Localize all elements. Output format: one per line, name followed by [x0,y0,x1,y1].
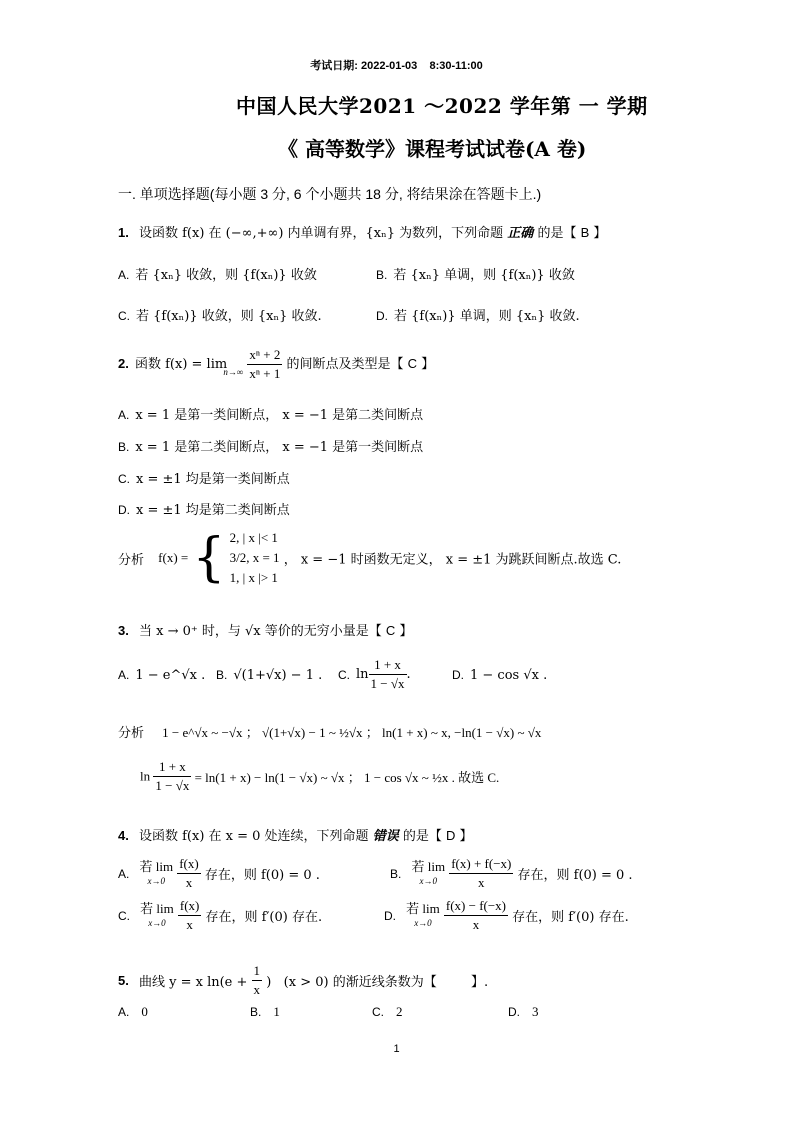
fraction-numerator: 1 + x [369,656,407,675]
option-label: B. [216,668,228,682]
fraction [178,897,202,934]
analysis-text: ln [140,768,151,784]
analysis-label: 分析 [118,726,145,741]
analysis-text: 1 − e^√x ~ −√x ； √(1+√x) − 1 ~ ½√x ； ln(1 + x) ~ x, −ln(1 − √x) ~ √x [162,725,542,740]
option-label: C. [338,667,350,682]
exam-title-line2: 《 高等数学》课程考试试卷(A 卷) [278,137,587,161]
question-1 [118,222,606,241]
option-5d [508,1004,539,1020]
fraction-numerator: f(x) [177,855,201,874]
limit-sub: x→0 [419,875,438,886]
option-text: x = 1 是第一类间断点， x = −1 是第二类间断点 [135,408,424,423]
option-3c [338,656,411,693]
option-2a [118,404,423,423]
option-4d [384,897,629,934]
brace-icon: { [192,528,226,588]
fraction-denominator: 1 − √x [370,676,405,691]
question-stem: 函数 f(x) = lim [134,357,228,372]
fraction [153,758,191,795]
option-text: 若 {f(xₙ)} 单调，则 {xₙ} 收敛. [394,309,580,324]
option-2d [118,499,290,518]
limit [406,902,440,930]
option-label: D. [118,503,130,517]
limit-text: 若 lim [139,858,174,874]
page-number: 1 [393,1043,400,1055]
fraction-denominator: x [186,917,193,932]
answer-value: B [580,225,590,240]
option-label: A. [118,866,130,881]
bracket-close: 】 [593,226,607,241]
fraction [449,855,513,892]
option-text: 1 [273,1004,280,1019]
option-5c [372,1004,403,1020]
option-label: B. [250,1005,262,1019]
bracket-close: 】 [459,829,473,844]
emphasis-text: 正确 [507,226,534,241]
option-label: D. [508,1005,520,1019]
option-1a [118,264,317,283]
analysis-text: ， x = −1 时函数无定义， x = ±1 为跳跃间断点.故选 C. [283,552,622,568]
option-text: 1 − e^√x . [135,668,206,683]
option-text: x = 1 是第二类间断点， x = −1 是第一类间断点 [135,440,424,455]
fraction-denominator: x [253,982,261,997]
fraction [247,346,282,383]
limit [140,902,174,930]
section-title: 一. 单项选择题(每小题 3 分, 6 个小题共 18 分, 将结果涂在答题卡上.) [118,186,542,202]
option-3d [452,668,547,683]
case-line: 2, | x |< 1 [229,530,278,545]
option-1d [376,305,580,324]
fraction-numerator: 1 + x [153,758,191,777]
analysis-3-line1 [118,722,541,741]
limit-subscript [223,365,243,379]
fraction [444,897,508,934]
question-2 [118,346,434,383]
option-text: x = ±1 均是第一类间断点 [136,472,290,487]
fraction-denominator: x [472,917,480,932]
case-line: 3/2, x = 1 [229,550,280,565]
exam-date-value: 2022-01-03 8:30-11:00 [361,60,483,72]
limit-text: 若 lim [411,858,446,874]
question-5 [118,962,488,999]
option-text: 存在，则 f(0) = 0 . [204,868,320,883]
question-number: 2. [118,356,129,371]
exam-date [0,57,793,73]
case-line: 1, | x |> 1 [229,570,278,585]
option-label: A. [118,408,130,422]
question-number: 5. [118,973,129,988]
question-number: 1. [118,225,129,240]
fraction [252,962,263,999]
question-stem: 当 x → 0⁺ 时，与 √x 等价的无穷小量是【 [138,624,382,639]
limit-sub: x→0 [148,917,166,928]
answer-value: D [446,828,456,843]
option-text: 3 [532,1004,539,1019]
option-label: C. [118,472,130,486]
option-text: 2 [396,1004,403,1019]
option-label: D. [376,309,388,323]
option-text: 存在，则 f(0) = 0 . [517,868,633,883]
question-number: 3. [118,623,129,638]
question-stem: 设函数 f(x) 在 x = 0 处连续，下列命题 [138,829,369,844]
piecewise-cases [230,528,280,588]
option-label: D. [452,668,464,682]
exam-date-label: 考试日期: [310,60,358,72]
option-3a [118,668,205,683]
option-text: ln [356,667,369,682]
option-label: A. [118,268,130,282]
fraction-denominator: 1 − √x [155,778,190,793]
question-tail: ) (x > 0) 的渐近线条数为【 [266,975,437,990]
fraction-denominator: xⁿ + 1 [249,366,281,381]
option-5a [118,1004,148,1020]
question-4 [118,825,473,844]
option-label: B. [390,866,402,881]
question-number: 4. [118,828,129,843]
option-label: C. [372,1005,384,1019]
option-1b [376,264,575,283]
option-2b [118,436,423,455]
option-4c [118,897,322,934]
question-stem: 曲线 y = x ln(e + [138,975,248,990]
analysis-lhs: f(x) = [158,550,189,565]
bracket-close: 】. [470,975,489,990]
option-text: √(1+√x) − 1 . [233,668,323,683]
option-3b [216,668,322,683]
answer-value: C [407,356,418,371]
option-label: B. [376,268,388,282]
option-text: 存在，则 f′(0) 存在. [512,910,629,925]
option-text: 若 {xₙ} 单调，则 {f(xₙ)} 收敛 [393,268,575,283]
fraction-numerator: f(x) [178,897,202,916]
option-5b [250,1004,280,1020]
limit [411,860,445,888]
fraction-numerator: 1 [252,962,263,981]
limit-text: 若 lim [406,900,440,916]
fraction [369,656,407,693]
analysis-text: = ln(1 + x) − ln(1 − √x) ~ √x ； 1 − cos √x ~ ½x . 故选 C. [194,770,500,785]
option-text: 若 {xₙ} 收敛，则 {f(xₙ)} 收敛 [135,268,317,283]
option-label: C. [118,908,130,923]
option-4a [118,855,320,892]
option-text: 存在，则 f′(0) 存在. [205,910,323,925]
exam-title-line1: 中国人民大学2021 ～2022 学年第 一 学期 [236,94,648,118]
option-label: B. [118,440,130,454]
option-4b [390,855,633,892]
question-tail: 的间断点及类型是【 [286,357,404,372]
option-text: 0 [141,1004,148,1019]
limit-sub: x→0 [414,917,432,928]
option-tail: . [406,667,411,682]
analysis-2 [118,528,621,588]
analysis-3-line2 [140,758,499,795]
fraction [177,855,201,892]
option-label: C. [118,309,130,323]
fraction-numerator: f(x) + f(−x) [449,855,513,874]
fraction-numerator: f(x) − f(−x) [444,897,508,916]
limit [139,860,173,888]
answer-value: C [385,623,396,638]
limit-sub: x→0 [147,875,166,886]
limit-text: 若 lim [140,900,174,916]
limit-sub: n→∞ [223,366,244,377]
fraction-denominator: x [185,875,193,890]
analysis-label: 分析 [118,552,145,568]
question-stem: 设函数 f(x) 在 (−∞,+∞) 内单调有界，{xₙ} 为数列，下列命题 [138,226,504,241]
bracket-close: 】 [399,624,413,639]
question-3 [118,620,412,639]
option-text: 1 − cos √x . [470,668,548,683]
bracket-close: 】 [421,357,435,372]
fraction-denominator: x [478,875,485,890]
option-2c [118,468,290,487]
question-tail: 的是【 [402,829,442,844]
question-tail: 的是【 [537,226,577,241]
fraction-numerator: xⁿ + 2 [247,346,282,365]
option-text: x = ±1 均是第二类间断点 [136,503,290,518]
option-label: A. [118,668,130,682]
option-1c [118,305,322,324]
emphasis-text: 错误 [372,829,399,844]
option-label: D. [384,908,396,923]
option-label: A. [118,1005,130,1019]
option-text: 若 {f(xₙ)} 收敛，则 {xₙ} 收敛. [136,309,322,324]
